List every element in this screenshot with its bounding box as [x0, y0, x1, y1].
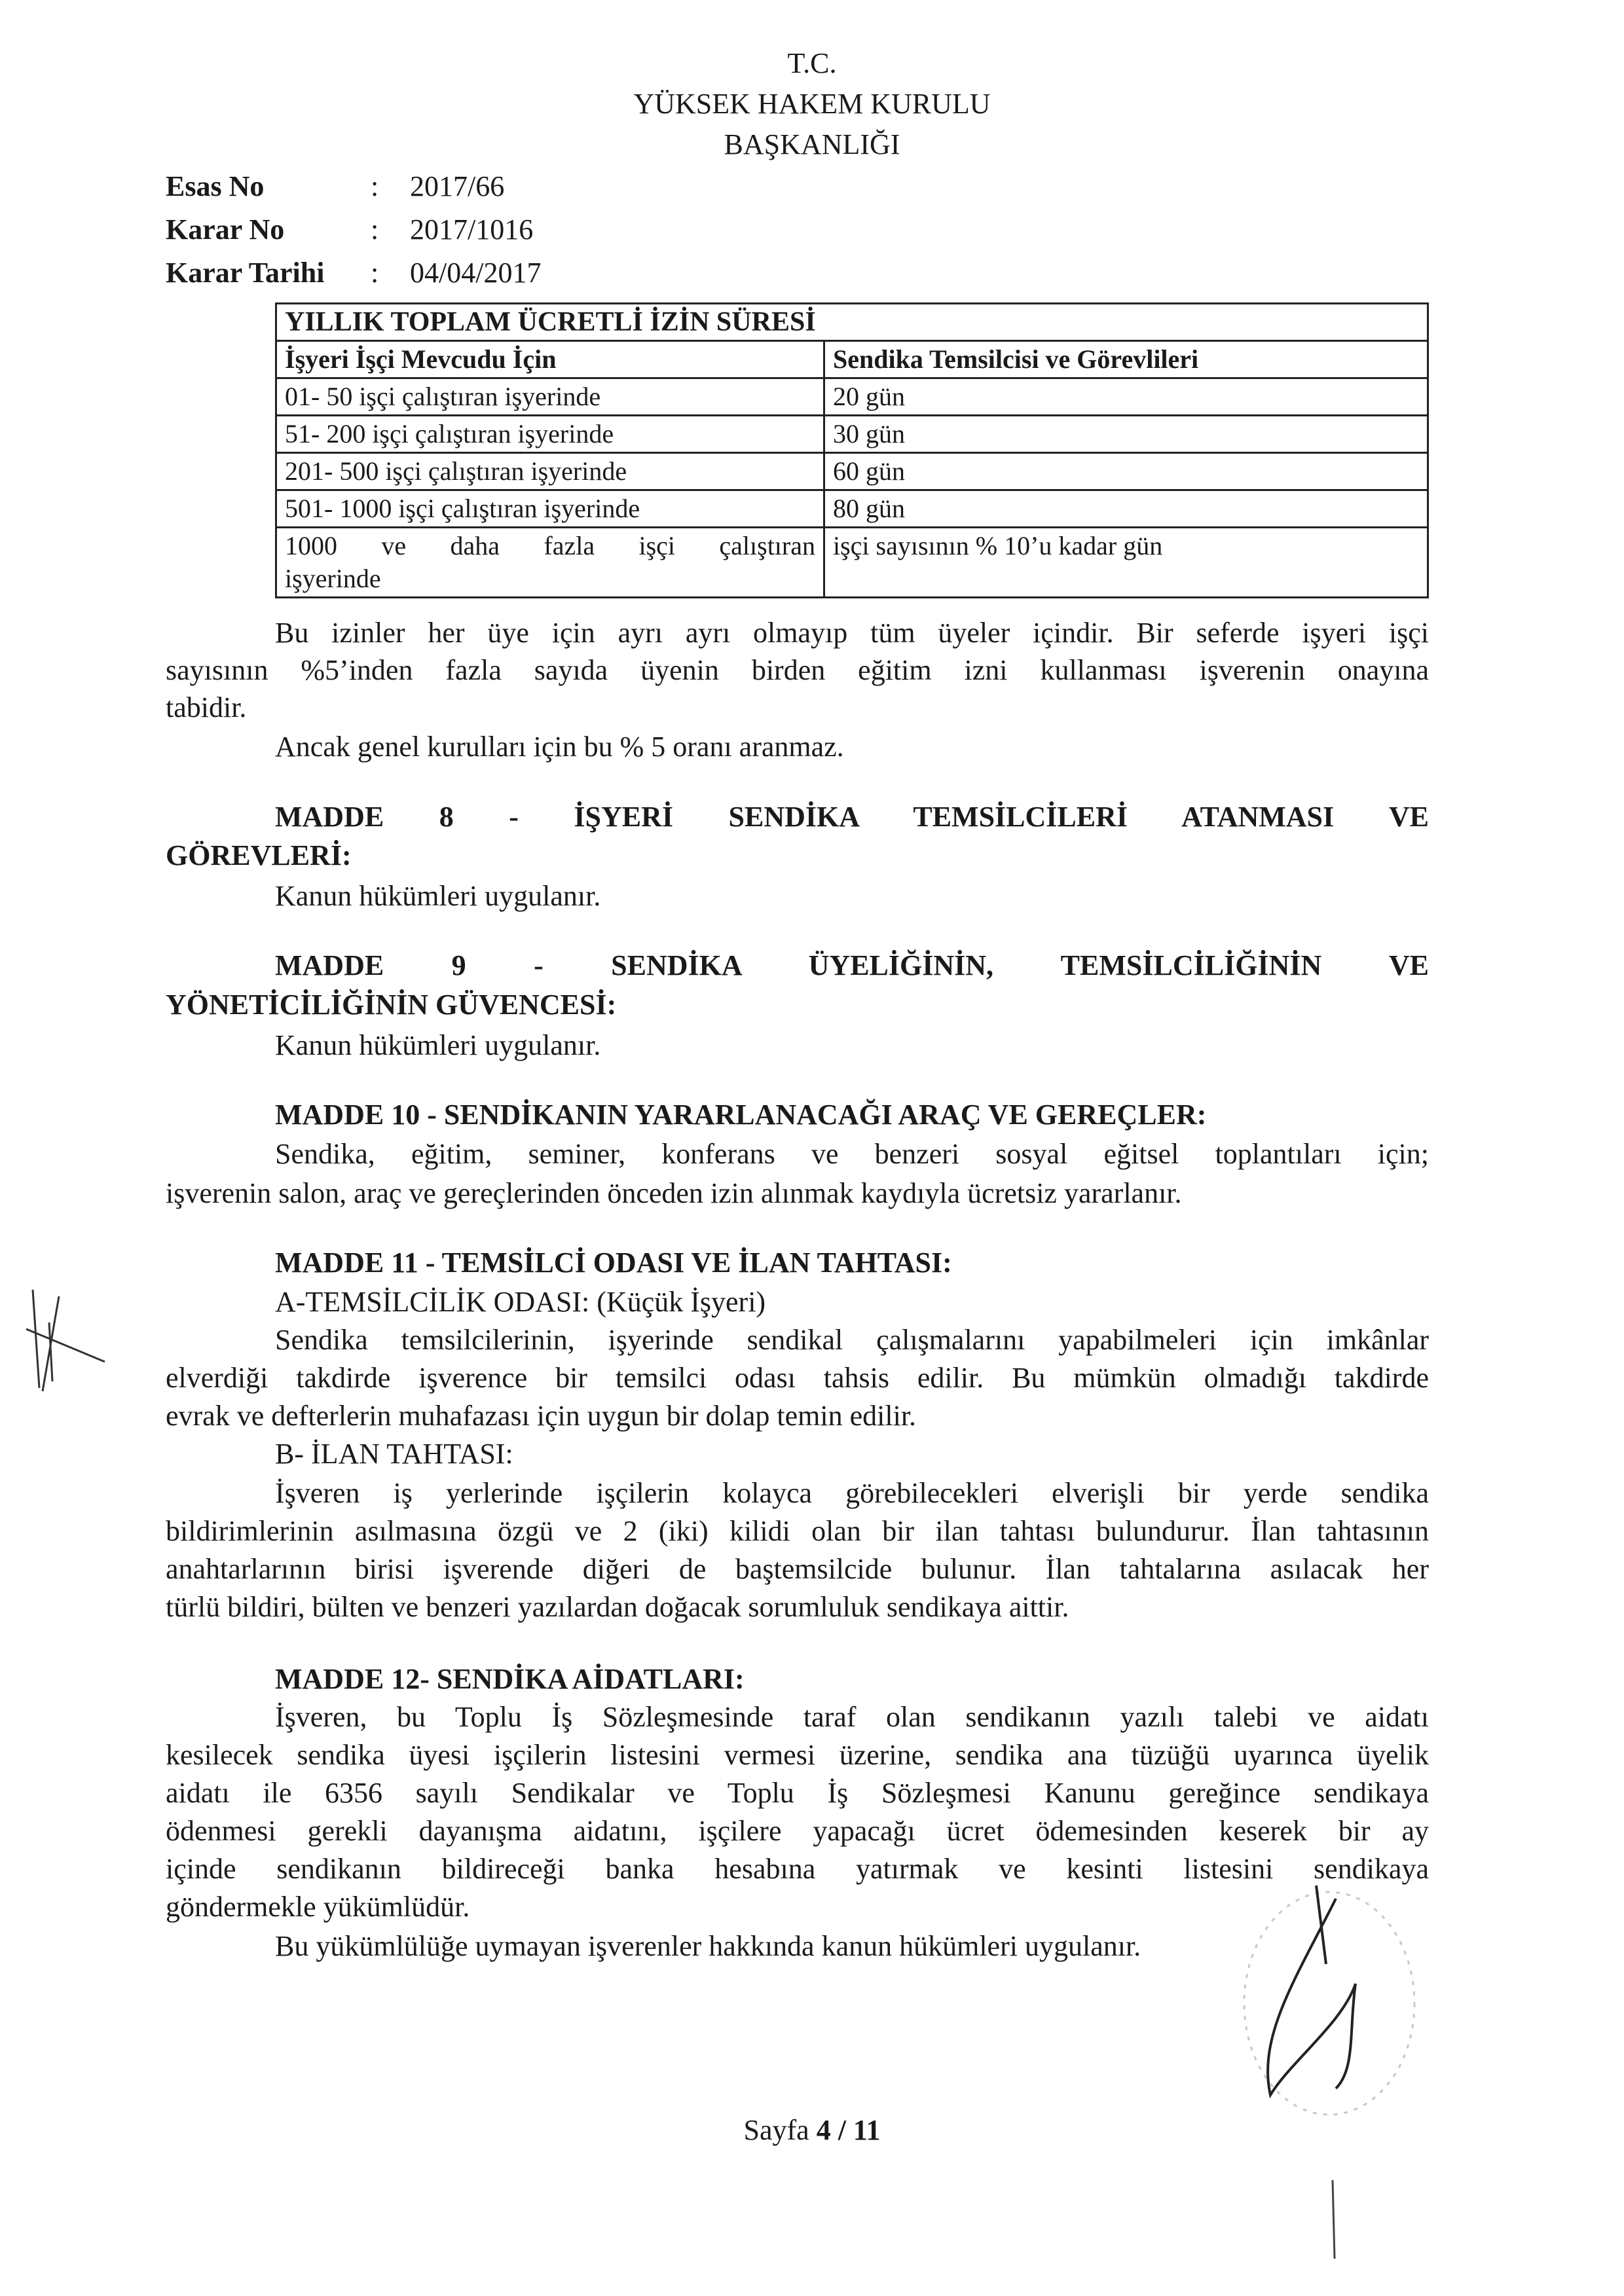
paragraph-line: İşveren iş yerlerinde işçilerin kolayca görebilecekleri elverişli bir yerde sendika: [275, 1477, 1429, 1509]
table-cell: [276, 528, 824, 598]
table-cell: 80 gün: [824, 490, 1428, 528]
article-9-heading: MADDE 9 - SENDİKA ÜYELİĞİNİN, TEMSİLCİLİĞİNİN VE: [275, 949, 1429, 981]
paragraph-line: Sendika temsilcilerinin, işyerinde sendikal çalışmalarını yapabilmeleri için imkânlar: [275, 1324, 1429, 1356]
article-8-text: Kanun hükümleri uygulanır.: [275, 880, 601, 912]
page-separator: /: [838, 2114, 846, 2146]
table-row: [276, 490, 1428, 528]
article-8-heading: MADDE 8 - İŞYERİ SENDİKA TEMSİLCİLERİ ATANMASI VE: [275, 801, 1429, 833]
table-cell: 60 gün: [824, 453, 1428, 490]
header-office: BAŞKANLIĞI: [724, 128, 900, 160]
meta-row-tarih: [166, 251, 541, 295]
table-header-row: [276, 341, 1428, 378]
table-cell: 501- 1000 işçi çalıştıran işyerinde: [276, 490, 824, 528]
table-cell: 01- 50 işçi çalıştıran işyerinde: [276, 378, 824, 416]
page-label: Sayfa: [743, 2114, 809, 2146]
paragraph-line: elverdiği takdirde işverence bir temsilci odası tahsis edilir. Bu mümkün olmadığı takdirde: [166, 1362, 1429, 1394]
meta-row-karar: [166, 208, 541, 251]
meta-value: 2017/1016: [410, 213, 534, 246]
table-row: [276, 416, 1428, 453]
table-row: [276, 528, 1428, 598]
paragraph-line: Bu yükümlülüğe uymayan işverenler hakkında kanun hükümleri uygulanır.: [275, 1930, 1141, 1962]
column-header: İşyeri İşçi Mevcudu İçin: [276, 341, 824, 378]
column-header: Sendika Temsilcisi ve Görevlileri: [824, 341, 1428, 378]
article-12-heading: MADDE 12- SENDİKA AİDATLARI:: [275, 1663, 745, 1695]
table-cell-line: işyerinde: [285, 564, 381, 593]
paragraph-line: türlü bildiri, bülten ve benzeri yazılardan doğacak sorumluluk sendikaya aittir.: [166, 1591, 1069, 1623]
table-cell: 51- 200 işçi çalıştıran işyerinde: [276, 416, 824, 453]
meta-value: 2017/66: [410, 170, 505, 202]
article-11-heading: MADDE 11 - TEMSİLCİ ODASI VE İLAN TAHTASI:: [275, 1247, 952, 1279]
paragraph-line: göndermekle yükümlüdür.: [166, 1891, 470, 1923]
page-total: 11: [853, 2114, 881, 2146]
table-title: YILLIK TOPLAM ÜCRETLİ İZİN SÜRESİ: [276, 304, 1428, 341]
leave-table: [275, 302, 1429, 598]
subheading-b: B- İLAN TAHTASI:: [275, 1438, 513, 1470]
signature-with-stamp: [1218, 1872, 1428, 2265]
paragraph-line: İşveren, bu Toplu İş Sözleşmesinde taraf olan sendikanın yazılı talebi ve aidatı: [275, 1701, 1429, 1733]
article-9-text: Kanun hükümleri uygulanır.: [275, 1029, 601, 1061]
paragraph-line: bildirimlerinin asılmasına özgü ve 2 (iki) kilidi olan bir ilan tahtası bulundurur. İlan tahtasının: [166, 1515, 1429, 1547]
table-title-row: [276, 304, 1428, 341]
article-10-heading: MADDE 10 - SENDİKANIN YARARLANACAĞI ARAÇ VE GEREÇLER:: [275, 1099, 1207, 1131]
table-cell: işçi sayısının % 10’u kadar gün: [824, 528, 1428, 598]
paragraph-line: tabidir.: [166, 691, 247, 723]
meta-label: Karar No: [166, 213, 285, 246]
table-row: [276, 378, 1428, 416]
page-current: 4: [816, 2114, 831, 2146]
paragraph-line: kesilecek sendika üyesi işçilerin listesini vermesi üzerine, sendika ana tüzüğü uyarınca üyelik: [166, 1739, 1429, 1771]
meta-sep: :: [371, 170, 379, 202]
subheading-a: A-TEMSİLCİLİK ODASI: (Küçük İşyeri): [275, 1286, 766, 1318]
table-cell: 30 gün: [824, 416, 1428, 453]
meta-sep: :: [371, 213, 379, 246]
paragraph-line: ödenmesi gerekli dayanışma aidatını, işçilere yapacağı ücret ödemesinden keserek bir ay: [166, 1815, 1429, 1847]
table-cell: 201- 500 işçi çalıştıran işyerinde: [276, 453, 824, 490]
meta-value: 04/04/2017: [410, 257, 542, 289]
table-cell: 20 gün: [824, 378, 1428, 416]
article-9-heading-cont: YÖNETİCİLİĞİNİN GÜVENCESİ:: [166, 989, 617, 1021]
paragraph-line: sayısının %5’inden fazla sayıda üyenin birden eğitim izni kullanması işverenin onayına: [166, 654, 1429, 686]
meta-label: Esas No: [166, 170, 265, 202]
header-institution: YÜKSEK HAKEM KURULU: [633, 88, 991, 120]
meta-sep: :: [371, 257, 379, 289]
header-tc: T.C.: [787, 47, 837, 79]
paragraph-line: anahtarlarının birisi işverende diğeri de baştemsilcide bulunur. İlan tahtalarına asılacak her: [166, 1553, 1429, 1585]
paragraph-line: işverenin salon, araç ve gereçlerinden önceden izin alınmak kaydıyla ücretsiz yararlanır.: [166, 1177, 1182, 1209]
case-meta: [166, 165, 541, 295]
paragraph-line: Bu izinler her üye için ayrı ayrı olmayıp tüm üyeler içindir. Bir seferde işyeri işçi: [275, 617, 1429, 649]
meta-label: Karar Tarihi: [166, 257, 325, 289]
table-cell-line: 1000 ve daha fazla işçi çalıştıran: [285, 531, 815, 560]
table-row: [276, 453, 1428, 490]
paragraph-line: aidatı ile 6356 sayılı Sendikalar ve Toplu İş Sözleşmesi Kanunu gereğince sendikaya: [166, 1777, 1429, 1809]
paragraph-line: Sendika, eğitim, seminer, konferans ve benzeri sosyal eğitsel toplantıları için;: [275, 1138, 1429, 1170]
paragraph-line: evrak ve defterlerin muhafazası için uygun bir dolap temin edilir.: [166, 1400, 917, 1432]
paragraph-line: içinde sendikanın bildireceği banka hesabına yatırmak ve kesinti listesini sendikaya: [166, 1853, 1429, 1885]
article-8-heading-cont: GÖREVLERİ:: [166, 839, 352, 871]
meta-row-esas: [166, 165, 541, 208]
paragraph: Ancak genel kurulları için bu % 5 oranı aranmaz.: [275, 731, 844, 763]
margin-signature: [13, 1283, 118, 1414]
